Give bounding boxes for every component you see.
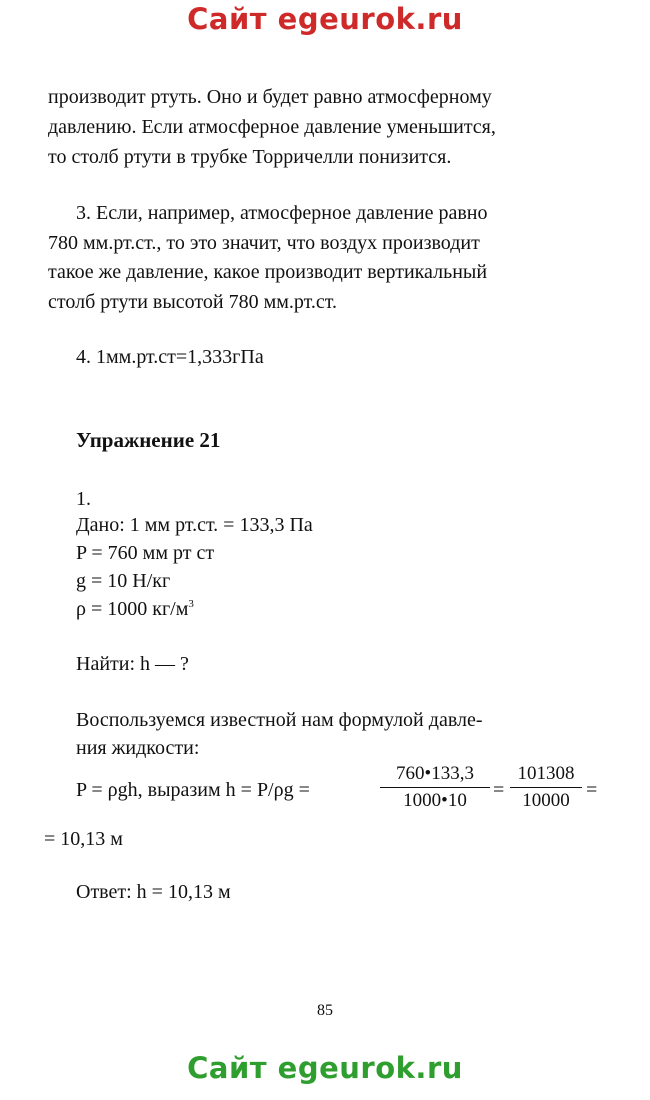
formula-continuation: = 10,13 м xyxy=(44,828,123,850)
item-number: 1. xyxy=(76,488,91,510)
equals-sign-trailing: = xyxy=(586,779,598,801)
fraction-2-denominator: 10000 xyxy=(522,790,570,811)
given-line: Дано: 1 мм рт.ст. = 133,3 Па xyxy=(76,514,313,536)
given-line: g = 10 Н/кг xyxy=(76,570,171,592)
text-line: производит ртуть. Оно и будет равно атмосферному xyxy=(48,86,492,108)
watermark-bottom: Сайт egeurok.ru xyxy=(187,1051,463,1085)
text-line: 780 мм.рт.ст., то это значит, что воздух производит xyxy=(48,232,480,254)
fraction-1 xyxy=(380,762,490,813)
fraction-1-numerator: 760•133,3 xyxy=(396,763,474,784)
text-line: ния жидкости: xyxy=(76,737,200,759)
text-line: давлению. Если атмосферное давление уменьшится, xyxy=(48,116,496,138)
fraction-1-bar xyxy=(380,787,490,788)
density-exponent: 3 xyxy=(188,598,194,610)
given-line: P = 760 мм рт ст xyxy=(76,542,215,564)
text-line: 3. Если, например, атмосферное давление равно xyxy=(76,202,488,224)
formula-lead: P = ρgh, выразим h = P/ρg = xyxy=(76,779,310,801)
find-line: Найти: h — ? xyxy=(76,653,189,675)
answer-line: Ответ: h = 10,13 м xyxy=(76,881,231,903)
fraction-2-bar xyxy=(510,787,582,788)
fraction-2 xyxy=(510,762,582,813)
page-number: 85 xyxy=(317,1002,333,1019)
equals-sign: = xyxy=(493,779,505,801)
text-line: 4. 1мм.рт.ст=1,333гПа xyxy=(76,346,264,368)
exercise-heading: Упражнение 21 xyxy=(76,428,221,452)
text-line: то столб ртути в трубке Торричелли понизится. xyxy=(48,146,452,168)
fraction-2-numerator: 101308 xyxy=(517,763,575,784)
given-line-density xyxy=(76,596,194,622)
fraction-1-denominator: 1000•10 xyxy=(403,790,467,811)
watermark-top: Сайт egeurok.ru xyxy=(187,2,463,36)
given-density-text: ρ = 1000 кг/м xyxy=(76,598,189,620)
text-line: Воспользуемся известной нам формулой давле- xyxy=(76,709,483,731)
text-line: столб ртути высотой 780 мм.рт.ст. xyxy=(48,291,337,313)
text-line: такое же давление, какое производит вертикальный xyxy=(48,261,488,283)
